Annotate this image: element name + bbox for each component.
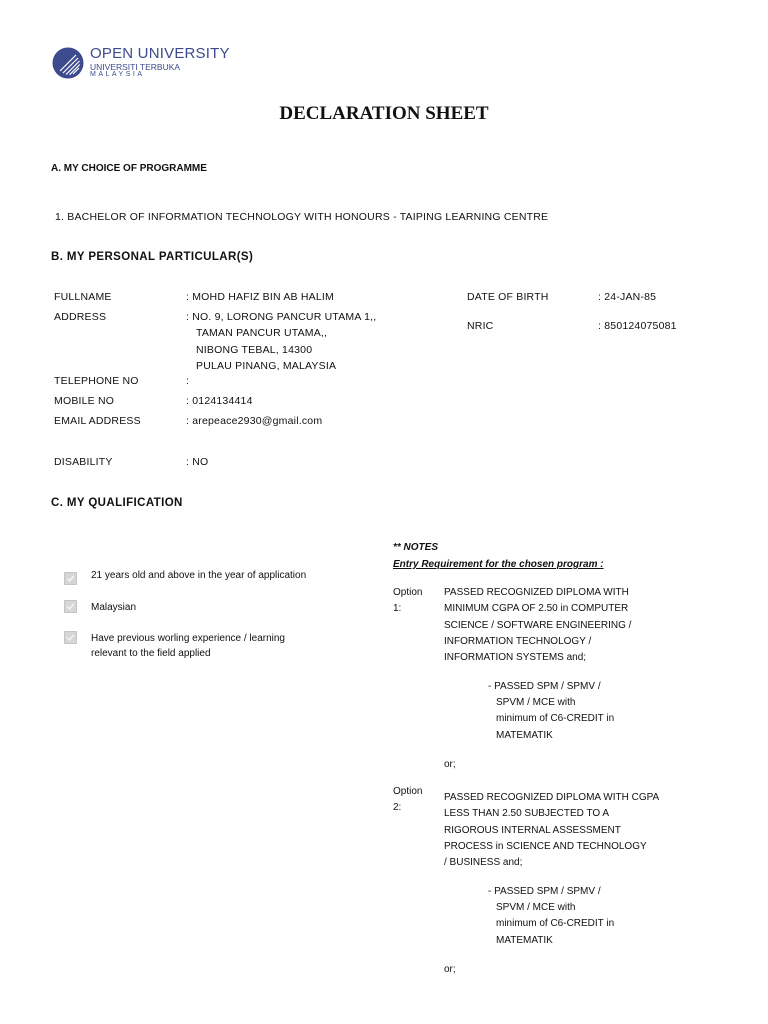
experience-checkbox-label: Have previous worling experience / learning [91,633,285,644]
programme-choice: 1. BACHELOR OF INFORMATION TECHNOLOGY WITH HONOURS - TAIPING LEARNING CENTRE [55,211,549,223]
notes-heading: ** NOTES [393,542,439,553]
university-logo [52,44,232,84]
section-a-heading: A. MY CHOICE OF PROGRAMME [51,163,207,174]
section-b-heading: B. MY PERSONAL PARTICULAR(S) [51,251,254,263]
section-c-heading: C. MY QUALIFICATION [51,497,183,509]
malaysian-checkbox-label: Malaysian [91,602,137,613]
option2-sub-requirements [496,902,614,951]
email-label: EMAIL ADDRESS [54,415,141,427]
option2-line: RIGOROUS INTERNAL ASSESSMENT [444,824,621,836]
option2-sub-line: SPVM / MCE with [496,902,576,913]
option2-line: / BUSINESS and; [444,857,523,869]
option2-line: LESS THAN 2.50 SUBJECTED TO A [444,808,610,820]
dob-value: : 24-JAN-85 [598,291,657,303]
address-line-3: NIBONG TEBAL, 14300 [196,344,313,356]
option1-line: SCIENCE / SOFTWARE ENGINEERING / [444,619,632,631]
nric-value: : 850124075081 [598,320,677,332]
experience-checkbox-label-2: relevant to the field applied [91,648,211,659]
option2-line: PASSED RECOGNIZED DIPLOMA WITH CGPA [444,792,660,803]
mobile-value: : 0124134414 [186,395,253,407]
address-line-2: TAMAN PANCUR UTAMA,, [196,327,328,339]
age-checkbox-label: 21 years old and above in the year of application [91,570,307,581]
option1-line: INFORMATION SYSTEMS and; [444,652,587,664]
checkmark-icon [65,601,76,612]
option2-sub-line: minimum of C6-CREDIT in [496,918,615,930]
checkmark-icon [65,573,76,584]
option1-sub-line: MATEMATIK [496,729,553,741]
checkmark-icon [65,632,76,643]
option1-line: INFORMATION TECHNOLOGY / [444,635,592,647]
logo-name: OPEN UNIVERSITY [90,45,230,62]
option2-requirements [444,792,659,873]
option1-line: MINIMUM CGPA OF 2.50 in COMPUTER [444,603,629,615]
or-separator-1: or; [444,759,456,770]
option1-sub-line: - PASSED SPM / SPMV / [488,681,601,692]
option1-requirements [444,587,631,668]
option1-sub-line: minimum of C6-CREDIT in [496,713,615,725]
option1-line: PASSED RECOGNIZED DIPLOMA WITH [444,587,629,598]
experience-checkbox[interactable] [64,631,77,644]
logo-emblem-icon [52,47,84,79]
option2-sub-line: - PASSED SPM / SPMV / [488,886,601,897]
option1-label: Option [393,587,423,598]
nric-label: NRIC [467,320,494,332]
age-checkbox[interactable] [64,572,77,585]
telephone-label: TELEPHONE NO [54,375,139,387]
fullname-label: FULLNAME [54,291,112,303]
option2-line: PROCESS in SCIENCE AND TECHNOLOGY [444,840,647,852]
option2-number: 2: [393,802,402,813]
option1-number: 1: [393,603,402,614]
option2-label: Option [393,786,423,797]
address-label: ADDRESS [54,311,107,323]
option2-sub-line: MATEMATIK [496,934,553,946]
or-separator-2: or; [444,964,456,975]
address-line-4: PULAU PINANG, MALAYSIA [196,360,337,372]
disability-label: DISABILITY [54,456,113,468]
address-line-1: : NO. 9, LORONG PANCUR UTAMA 1,, [186,311,377,323]
malaysian-checkbox[interactable] [64,600,77,613]
mobile-label: MOBILE NO [54,395,115,407]
logo-subname: UNIVERSITI TERBUKA [90,62,181,72]
email-value: : arepeace2930@gmail.com [186,415,323,427]
dob-label: DATE OF BIRTH [467,291,549,303]
logo-country: MALAYSIA [90,71,145,78]
telephone-value: : [186,375,190,387]
option1-sub-line: SPVM / MCE with [496,697,576,708]
page-title: DECLARATION SHEET [279,103,489,124]
option1-sub-requirements [496,697,614,746]
fullname-value: : MOHD HAFIZ BIN AB HALIM [186,291,334,303]
notes-subheading: Entry Requirement for the chosen program : [393,559,604,570]
disability-value: : NO [186,456,209,468]
